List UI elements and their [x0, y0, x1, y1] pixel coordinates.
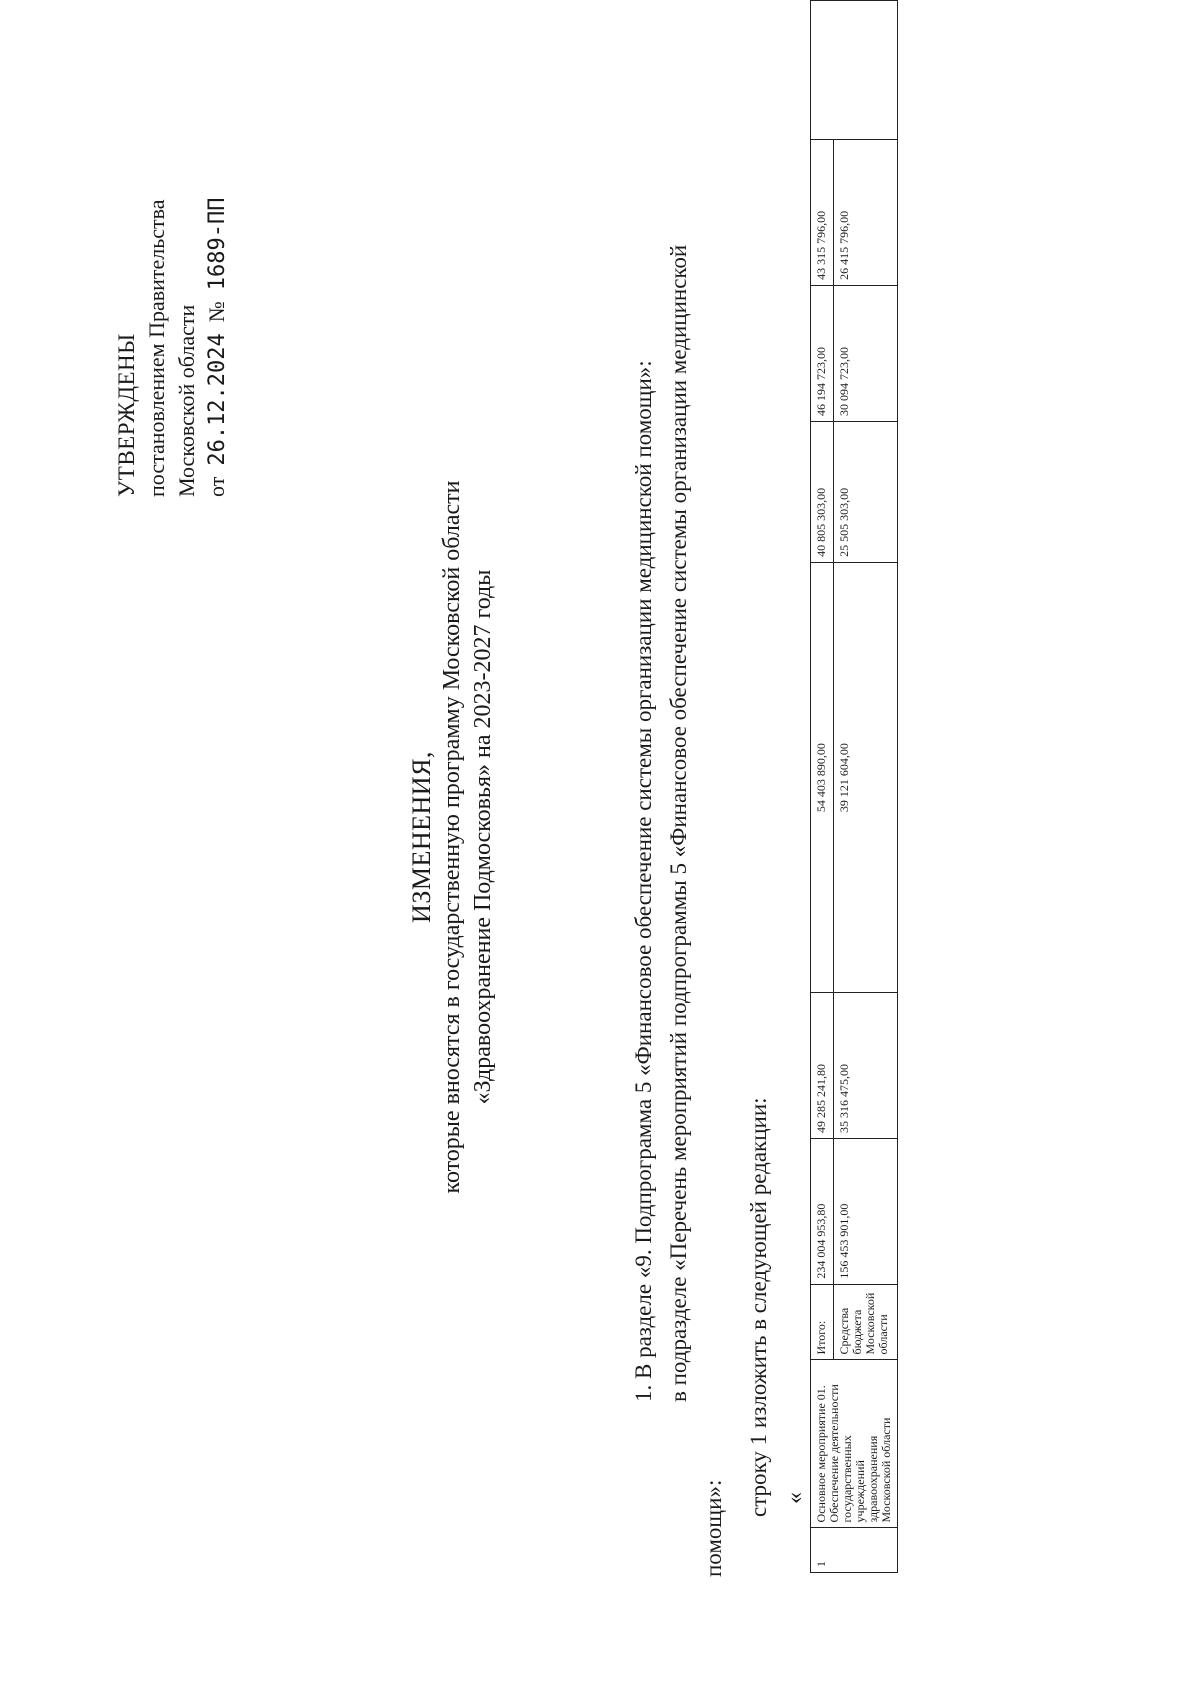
approval-date-line — [202, 27, 233, 497]
value-cell: 40 805 303,00 — [811, 422, 834, 563]
approval-heading: УТВЕРЖДЕНЫ — [114, 333, 139, 497]
paragraph-2-continuation: помощи»: — [701, 1479, 726, 1577]
source-line: Средства — [837, 1307, 852, 1355]
opening-quote: « — [782, 1492, 808, 1504]
table-row — [811, 1, 834, 1573]
approval-authority: постановлением Правительства — [144, 199, 169, 497]
paragraph-2: в подразделе «Перечень мероприятий подпрограммы 5 «Финансовое обеспечение системы организации медицинской — [666, 244, 691, 1402]
approval-number: 1689-ПП — [205, 197, 230, 291]
value-cell: 35 316 475,00 — [834, 993, 898, 1139]
value-cell: 43 315 796,00 — [811, 140, 834, 286]
value-cell: 54 403 890,00 — [811, 562, 834, 993]
activity-name-cell — [811, 1360, 898, 1528]
program-table — [810, 0, 898, 1573]
approval-date-prefix: от — [204, 476, 229, 497]
activity-name-line: государственных — [840, 1435, 854, 1523]
value-cell: 25 505 303,00 — [834, 422, 898, 563]
paragraph-1: 1. В разделе «9. Подпрограмма 5 «Финансовое обеспечение системы организации медицинской помощи»: — [631, 360, 656, 1402]
value-cell: 46 194 723,00 — [811, 285, 834, 421]
approval-stamp — [112, 27, 233, 497]
activity-name-line: Обеспечение деятельности — [827, 1384, 841, 1523]
title-subline-2: «Здравоохранение Подмосковья» на 2023-2027 годы — [470, 569, 496, 1105]
activity-name-line: учреждений — [853, 1460, 867, 1523]
title-subline-1: которые вносятся в государственную программу Московской области — [439, 480, 465, 1194]
activity-name-line: здравоохранения — [866, 1435, 880, 1523]
approval-region: Московской области — [174, 304, 199, 497]
source-line: области — [876, 1314, 891, 1355]
approval-date: 26.12.2024 — [205, 333, 230, 466]
value-cell: 49 285 241,80 — [811, 993, 834, 1139]
paragraph-3: строку 1 изложить в следующей редакции: — [746, 1097, 771, 1517]
source-cell — [834, 1284, 898, 1360]
source-line: бюджета — [850, 1309, 865, 1355]
title-heading: ИЗМЕНЕНИЯ, — [407, 751, 436, 923]
source-line: Московской — [863, 1292, 878, 1355]
activity-name-line: Основное мероприятие 01. — [814, 1385, 828, 1523]
value-cell: 26 415 796,00 — [834, 140, 898, 286]
value-cell: 156 453 901,00 — [834, 1139, 898, 1285]
activity-name-line: Московской области — [879, 1417, 893, 1523]
empty-cell — [811, 1, 898, 140]
row-number-cell: 1 — [811, 1528, 898, 1573]
table-row — [834, 1, 898, 1573]
document-title — [406, 177, 499, 1497]
value-cell: 30 094 723,00 — [834, 285, 898, 421]
value-cell: 39 121 604,00 — [834, 562, 898, 993]
value-cell: 234 004 953,80 — [811, 1139, 834, 1285]
approval-number-sign: № — [204, 301, 229, 323]
source-cell: Итого: — [811, 1284, 834, 1360]
